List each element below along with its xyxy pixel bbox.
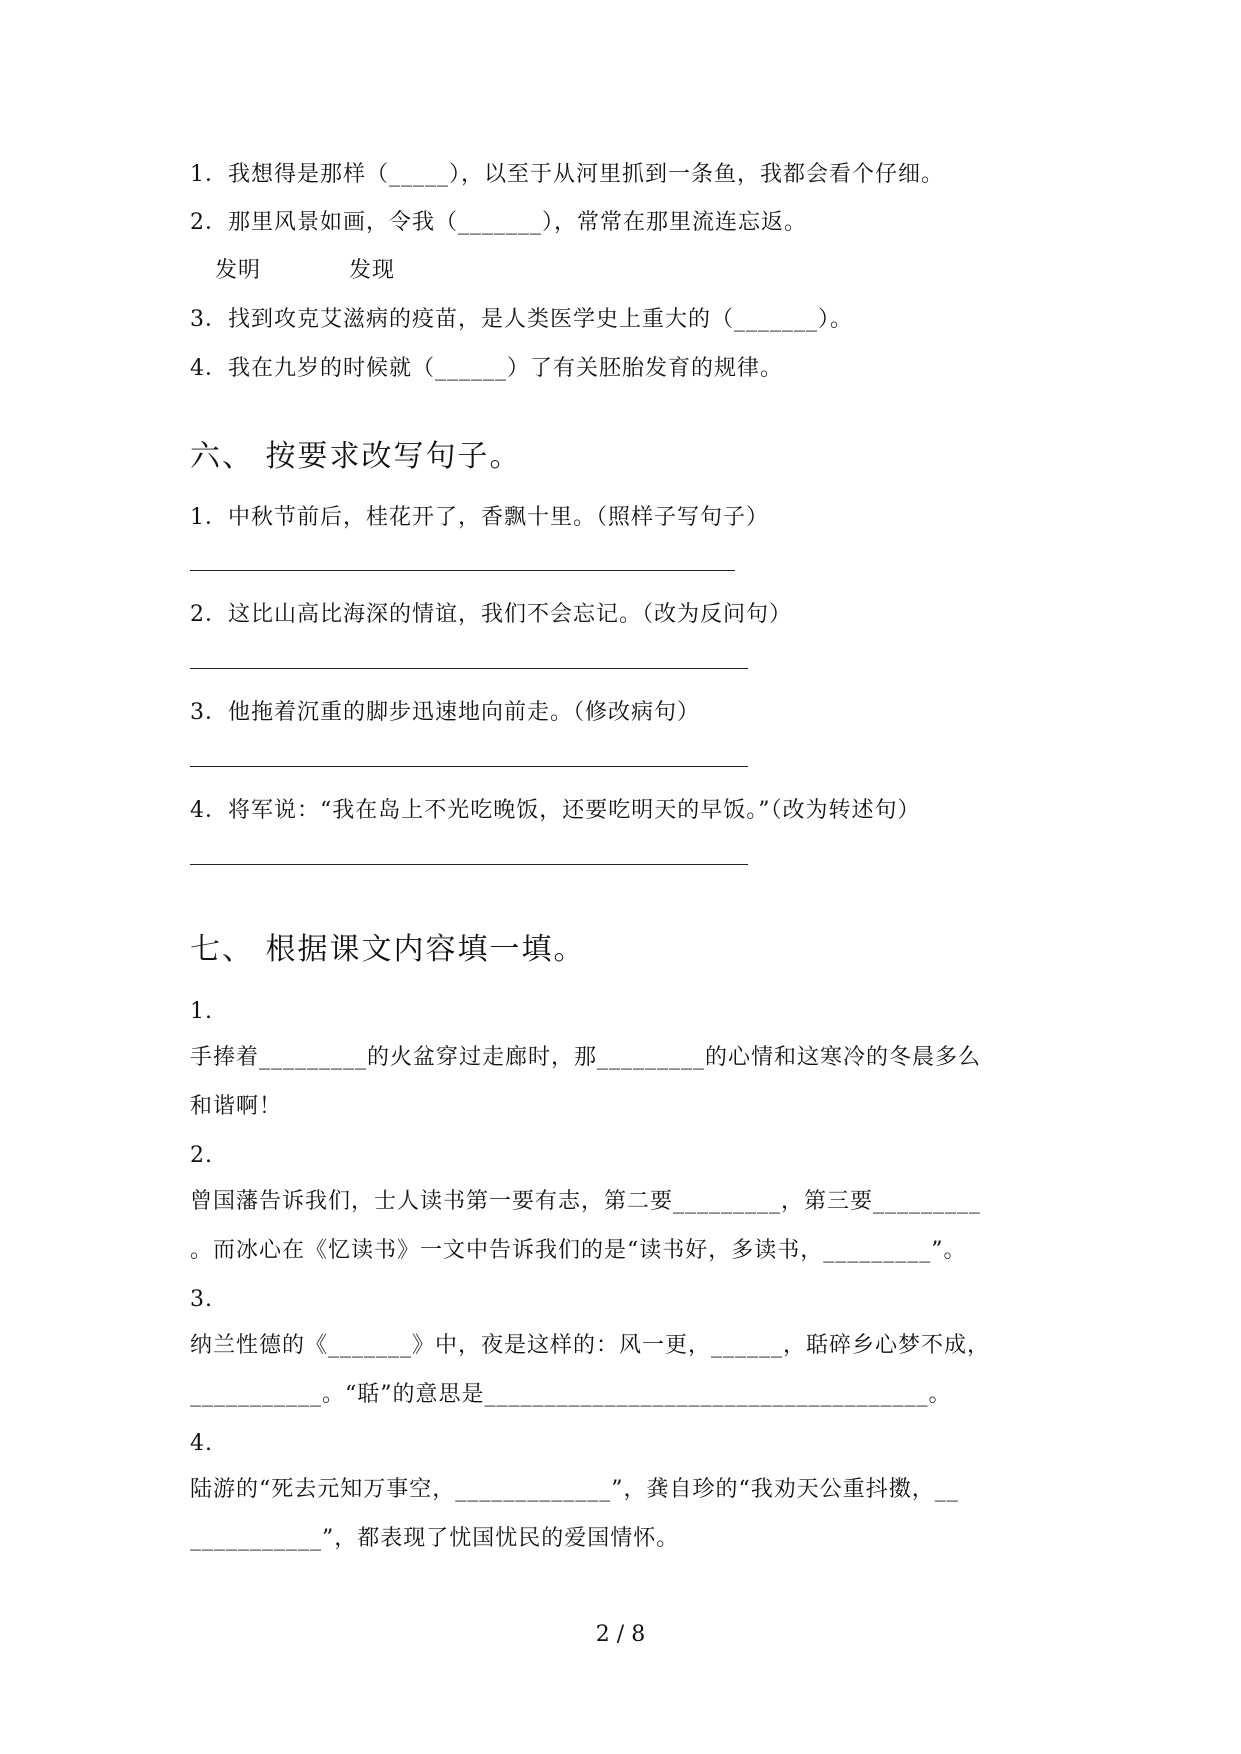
section-7-q3-line-2: ___________。“聒”的意思是_____________________________________。	[190, 1382, 952, 1407]
answer-line-4	[190, 864, 748, 865]
section-6-heading: 六、 按要求改写句子。	[190, 439, 522, 474]
word-option-1: 发明	[215, 258, 262, 283]
part5-question-2: 2．那里风景如画，令我（_______），常常在那里流连忘返。	[190, 210, 807, 235]
section-7-q1-line-1: 手捧着_________的火盆穿过走廊时，那_________的心情和这寒冷的冬晨多么	[190, 1045, 982, 1070]
word-options	[215, 256, 395, 286]
section-6-item-3: 3．他拖着沉重的脚步迅速地向前走。（修改病句）	[190, 700, 700, 725]
section-7-number-1: 1.	[190, 999, 213, 1024]
word-option-2: 发现	[349, 258, 396, 283]
section-7-q4-line-2: ___________”，都表现了忧国忧民的爱国情怀。	[190, 1526, 680, 1551]
section-7-q2-line-2: 。而冰心在《忆读书》一文中告诉我们的是“读书好，多读书，_________”。	[190, 1238, 967, 1263]
part5-question-3: 3．找到攻克艾滋病的疫苗，是人类医学史上重大的（_______）。	[190, 307, 853, 332]
section-7-q4-line-1: 陆游的“死去元知万事空，_____________”，龚自珍的“我劝天公重抖擞，__	[190, 1477, 959, 1502]
part5-question-4: 4．我在九岁的时候就（______）了有关胚胎发育的规律。	[190, 356, 783, 381]
answer-line-1	[190, 570, 735, 571]
part5-question-1: 1．我想得是那样（_____），以至于从河里抓到一条鱼，我都会看个仔细。	[190, 162, 944, 187]
section-7-number-2: 2.	[190, 1143, 213, 1168]
section-6-item-1: 1．中秋节前后，桂花开了，香飘十里。（照样子写句子）	[190, 505, 769, 530]
answer-line-2	[190, 668, 748, 669]
answer-line-3	[190, 766, 748, 767]
section-7-q1-line-2: 和谐啊！	[190, 1094, 283, 1119]
section-7-heading: 七、 根据课文内容填一填。	[190, 932, 586, 967]
section-7-number-3: 3.	[190, 1287, 213, 1312]
section-6-item-4: 4．将军说：“我在岛上不光吃晚饭，还要吃明天的早饭。”（改为转述句）	[190, 798, 921, 823]
section-6-item-2: 2．这比山高比海深的情谊，我们不会忘记。（改为反问句）	[190, 602, 792, 627]
page-number: 2 / 8	[595, 1622, 646, 1647]
section-7-q3-line-1: 纳兰性德的《_______》中，夜是这样的：风一更，______，聒碎乡心梦不成，	[190, 1333, 991, 1358]
section-7-q2-line-1: 曾国藩告诉我们，士人读书第一要有志，第二要_________，第三要_________	[190, 1189, 982, 1214]
section-7-number-4: 4.	[190, 1431, 213, 1456]
